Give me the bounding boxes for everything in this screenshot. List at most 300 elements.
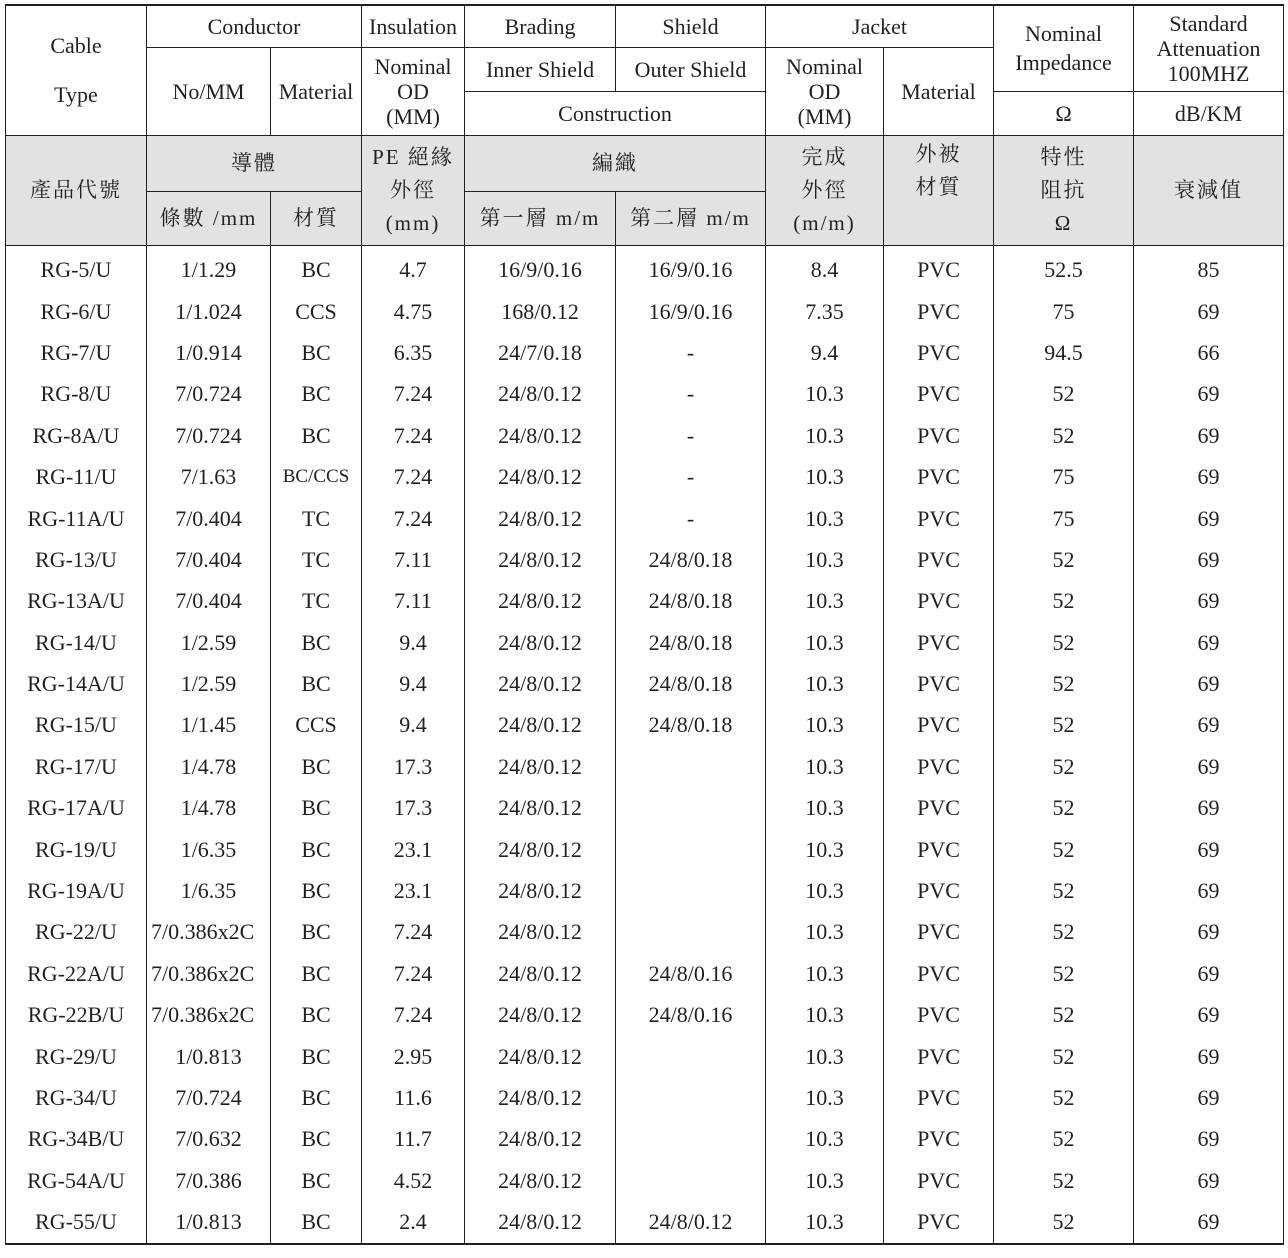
cell-insulation-od: 11.7	[362, 1119, 465, 1160]
cell-insulation-od: 9.4	[362, 705, 465, 746]
header-nominal-imp-label: Nominal	[1025, 21, 1103, 47]
cell-cable-type: RG-13/U	[6, 539, 147, 580]
cell-cable-type: RG-19/U	[6, 829, 147, 870]
cell-inner-shield: 24/8/0.12	[465, 1036, 616, 1077]
cell-insulation-od: 4.7	[362, 245, 465, 291]
header-zh-layer1: 第一層 m/m	[465, 191, 616, 245]
table-row	[6, 1077, 1284, 1118]
cell-conductor-material: BC	[271, 1036, 362, 1077]
header-zh-imp-label: 阻抗	[1040, 177, 1087, 202]
header-jacket-material: Material	[884, 47, 994, 135]
table-row	[6, 374, 1284, 415]
cell-outer-shield: 24/8/0.18	[616, 581, 766, 622]
cell-outer-shield: -	[616, 415, 766, 456]
cell-jacket-od: 10.3	[766, 705, 884, 746]
table-row	[6, 622, 1284, 663]
cell-conductor-material: BC	[271, 1119, 362, 1160]
cell-outer-shield	[616, 1119, 766, 1160]
cell-conductor-material: BC	[271, 870, 362, 911]
header-zh-jacket-label: 外被	[915, 141, 962, 166]
cell-impedance: 52	[994, 415, 1134, 456]
cell-jacket-od: 10.3	[766, 581, 884, 622]
cell-attenuation: 69	[1134, 953, 1284, 994]
cell-attenuation: 69	[1134, 1077, 1284, 1118]
cell-impedance: 75	[994, 291, 1134, 332]
cell-jacket-od: 10.3	[766, 995, 884, 1036]
cell-outer-shield	[616, 1036, 766, 1077]
table-row	[6, 870, 1284, 911]
cell-insulation-od: 7.24	[362, 456, 465, 497]
header-zh-jacket-material-label: 材質	[915, 174, 962, 199]
cell-cable-type: RG-14A/U	[6, 663, 147, 704]
cell-insulation-od: 4.75	[362, 291, 465, 332]
cell-cable-type: RG-34/U	[6, 1077, 147, 1118]
cell-attenuation: 69	[1134, 705, 1284, 746]
cell-jacket-material: PVC	[884, 622, 994, 663]
cell-jacket-material: PVC	[884, 953, 994, 994]
cell-conductor-material: TC	[271, 539, 362, 580]
cell-insulation-od: 7.24	[362, 415, 465, 456]
cell-attenuation: 69	[1134, 622, 1284, 663]
cell-cable-type: RG-11A/U	[6, 498, 147, 539]
cell-no-mm: 1/0.813	[147, 1036, 271, 1077]
cell-inner-shield: 16/9/0.16	[465, 245, 616, 291]
cell-jacket-od: 10.3	[766, 1036, 884, 1077]
cell-no-mm: 7/0.724	[147, 415, 271, 456]
cell-conductor-material: BC	[271, 663, 362, 704]
cell-cable-type: RG-34B/U	[6, 1119, 147, 1160]
cell-impedance: 52	[994, 912, 1134, 953]
cell-impedance: 94.5	[994, 332, 1134, 373]
header-conductor-material: Material	[271, 47, 362, 135]
cell-inner-shield: 24/8/0.12	[465, 374, 616, 415]
cell-no-mm: 1/1.024	[147, 291, 271, 332]
table-row	[6, 746, 1284, 787]
cell-no-mm: 1/2.59	[147, 622, 271, 663]
cell-outer-shield: 24/8/0.16	[616, 995, 766, 1036]
cell-jacket-od: 10.3	[766, 788, 884, 829]
cell-conductor-material: BC	[271, 245, 362, 291]
cell-inner-shield: 24/8/0.12	[465, 995, 616, 1036]
cell-jacket-material: PVC	[884, 581, 994, 622]
cell-insulation-od: 7.24	[362, 953, 465, 994]
cell-inner-shield: 24/7/0.18	[465, 332, 616, 373]
table-row	[6, 663, 1284, 704]
cell-jacket-material: PVC	[884, 456, 994, 497]
cell-inner-shield: 24/8/0.12	[465, 829, 616, 870]
cell-outer-shield: -	[616, 332, 766, 373]
cell-insulation-od: 7.11	[362, 581, 465, 622]
cell-insulation-od: 9.4	[362, 663, 465, 704]
cell-jacket-material: PVC	[884, 829, 994, 870]
table-row	[6, 581, 1284, 622]
cell-outer-shield: 24/8/0.18	[616, 663, 766, 704]
cell-cable-type: RG-7/U	[6, 332, 147, 373]
header-db-km-unit: dB/KM	[1134, 91, 1284, 135]
cell-conductor-material: BC	[271, 622, 362, 663]
cell-impedance: 52	[994, 374, 1134, 415]
cell-no-mm: 7/0.404	[147, 539, 271, 580]
cell-inner-shield: 24/8/0.12	[465, 415, 616, 456]
cell-jacket-od: 10.3	[766, 456, 884, 497]
header-zh-layer2: 第二層 m/m	[616, 191, 766, 245]
cell-impedance: 52	[994, 539, 1134, 580]
cell-attenuation: 69	[1134, 374, 1284, 415]
header-jacket-nominal-od	[766, 47, 884, 135]
header-zh-count-mm: 條數 /mm	[147, 191, 271, 245]
header-jacket-nominal-label: Nominal	[786, 53, 864, 79]
cell-jacket-od: 10.3	[766, 1201, 884, 1243]
cell-no-mm: 7/0.386x2C	[147, 995, 271, 1036]
cell-no-mm: 1/6.35	[147, 829, 271, 870]
header-nominal-impedance	[994, 5, 1134, 91]
cell-impedance: 52	[994, 622, 1134, 663]
cell-inner-shield: 24/8/0.12	[465, 746, 616, 787]
header-zh-mm-label: (mm)	[385, 210, 441, 235]
cell-impedance: 52.5	[994, 245, 1134, 291]
cell-attenuation: 69	[1134, 995, 1284, 1036]
cell-conductor-material: BC	[271, 1201, 362, 1243]
cell-insulation-od: 7.11	[362, 539, 465, 580]
cell-jacket-material: PVC	[884, 291, 994, 332]
header-zh-conductor: 導體	[147, 135, 362, 191]
cell-jacket-material: PVC	[884, 1036, 994, 1077]
cell-impedance: 52	[994, 1201, 1134, 1243]
cell-jacket-material: PVC	[884, 1077, 994, 1118]
cell-jacket-material: PVC	[884, 498, 994, 539]
cell-inner-shield: 24/8/0.12	[465, 1119, 616, 1160]
cell-impedance: 52	[994, 746, 1134, 787]
cell-insulation-od: 7.24	[362, 498, 465, 539]
header-zh-outer-dia-label: 外徑	[390, 177, 437, 202]
cell-insulation-od: 17.3	[362, 788, 465, 829]
table-row	[6, 829, 1284, 870]
cell-outer-shield: 24/8/0.16	[616, 953, 766, 994]
header-od-label: OD	[397, 78, 429, 104]
cell-outer-shield: 24/8/0.18	[616, 705, 766, 746]
cell-no-mm: 7/0.724	[147, 374, 271, 415]
cell-impedance: 52	[994, 870, 1134, 911]
header-standard-attenuation	[1134, 5, 1284, 91]
cell-outer-shield	[616, 1077, 766, 1118]
table-row	[6, 788, 1284, 829]
table-row	[6, 498, 1284, 539]
cell-inner-shield: 24/8/0.12	[465, 622, 616, 663]
cell-attenuation: 85	[1134, 245, 1284, 291]
cell-no-mm: 7/0.404	[147, 498, 271, 539]
header-insulation-nominal-od	[362, 47, 465, 135]
header-zh-attenuation: 衰減值	[1134, 135, 1284, 245]
cell-impedance: 52	[994, 1119, 1134, 1160]
header-brading: Brading	[465, 5, 616, 47]
cell-no-mm: 7/0.386x2C	[147, 953, 271, 994]
cell-inner-shield: 24/8/0.12	[465, 539, 616, 580]
cell-jacket-od: 10.3	[766, 953, 884, 994]
cell-insulation-od: 7.24	[362, 374, 465, 415]
cell-outer-shield	[616, 870, 766, 911]
cell-jacket-material: PVC	[884, 1201, 994, 1243]
cell-outer-shield: -	[616, 456, 766, 497]
cell-jacket-od: 10.3	[766, 663, 884, 704]
header-type-label: Type	[54, 82, 98, 108]
cell-conductor-material: BC	[271, 332, 362, 373]
header-no-mm: No/MM	[147, 47, 271, 135]
cell-jacket-od: 8.4	[766, 245, 884, 291]
header-zh-ohm-label: Ω	[1054, 210, 1073, 235]
cell-jacket-od: 10.3	[766, 622, 884, 663]
cell-cable-type: RG-22B/U	[6, 995, 147, 1036]
header-zh-jacket-material	[884, 135, 994, 245]
cell-jacket-material: PVC	[884, 788, 994, 829]
cell-jacket-od: 10.3	[766, 374, 884, 415]
cell-insulation-od: 2.4	[362, 1201, 465, 1243]
cell-attenuation: 66	[1134, 332, 1284, 373]
cell-conductor-material: BC	[271, 995, 362, 1036]
cell-conductor-material: BC	[271, 829, 362, 870]
cell-jacket-material: PVC	[884, 663, 994, 704]
cell-attenuation: 69	[1134, 912, 1284, 953]
header-nominal-label: Nominal	[374, 53, 452, 79]
cell-jacket-material: PVC	[884, 332, 994, 373]
header-zh-finished-label: 完成	[801, 144, 848, 169]
cell-conductor-material: CCS	[271, 291, 362, 332]
table-row	[6, 1160, 1284, 1201]
cell-attenuation: 69	[1134, 498, 1284, 539]
cell-insulation-od: 7.24	[362, 912, 465, 953]
cell-cable-type: RG-54A/U	[6, 1160, 147, 1201]
cell-jacket-od: 10.3	[766, 415, 884, 456]
cell-attenuation: 69	[1134, 1201, 1284, 1243]
cell-conductor-material: BC	[271, 912, 362, 953]
header-frequency-label: 100MHZ	[1167, 60, 1250, 86]
cell-jacket-material: PVC	[884, 1119, 994, 1160]
cell-conductor-material: BC	[271, 415, 362, 456]
cell-impedance: 52	[994, 995, 1134, 1036]
cell-no-mm: 1/1.45	[147, 705, 271, 746]
cell-impedance: 52	[994, 829, 1134, 870]
cell-insulation-od: 7.24	[362, 995, 465, 1036]
header-zh-finished-mm-label: (m/m)	[793, 210, 856, 235]
cell-jacket-material: PVC	[884, 539, 994, 580]
cell-outer-shield: 24/8/0.18	[616, 539, 766, 580]
table-row	[6, 995, 1284, 1036]
cell-inner-shield: 24/8/0.12	[465, 705, 616, 746]
cell-impedance: 52	[994, 1160, 1134, 1201]
cell-cable-type: RG-15/U	[6, 705, 147, 746]
cell-outer-shield	[616, 829, 766, 870]
cell-impedance: 52	[994, 1077, 1134, 1118]
header-insulation: Insulation	[362, 5, 465, 47]
cell-no-mm: 1/2.59	[147, 663, 271, 704]
cell-outer-shield	[616, 912, 766, 953]
cell-conductor-material: BC	[271, 746, 362, 787]
header-zh-pe-insulation	[362, 135, 465, 245]
table-row	[6, 953, 1284, 994]
cell-conductor-material: TC	[271, 498, 362, 539]
cell-no-mm: 1/1.29	[147, 245, 271, 291]
cell-attenuation: 69	[1134, 1160, 1284, 1201]
cell-attenuation: 69	[1134, 1036, 1284, 1077]
cell-conductor-material: BC	[271, 788, 362, 829]
table-row	[6, 291, 1284, 332]
header-standard-label: Standard	[1169, 10, 1248, 36]
cell-jacket-od: 7.35	[766, 291, 884, 332]
table-row	[6, 415, 1284, 456]
cell-cable-type: RG-22A/U	[6, 953, 147, 994]
header-zh-pe-label: PE 絕緣	[372, 144, 454, 169]
cell-cable-type: RG-55/U	[6, 1201, 147, 1243]
cell-jacket-od: 10.3	[766, 498, 884, 539]
cell-inner-shield: 24/8/0.12	[465, 912, 616, 953]
cell-conductor-material: BC	[271, 953, 362, 994]
cell-jacket-od: 9.4	[766, 332, 884, 373]
cell-no-mm: 1/6.35	[147, 870, 271, 911]
header-zh-finished-od	[766, 135, 884, 245]
table-row	[6, 332, 1284, 373]
cell-inner-shield: 24/8/0.12	[465, 581, 616, 622]
cell-outer-shield: 16/9/0.16	[616, 245, 766, 291]
cell-insulation-od: 4.52	[362, 1160, 465, 1201]
cell-inner-shield: 24/8/0.12	[465, 456, 616, 497]
cell-impedance: 52	[994, 581, 1134, 622]
cell-jacket-od: 10.3	[766, 746, 884, 787]
cell-insulation-od: 2.95	[362, 1036, 465, 1077]
cell-impedance: 52	[994, 953, 1134, 994]
header-shield: Shield	[616, 5, 766, 47]
header-zh-impedance	[994, 135, 1134, 245]
cell-outer-shield: -	[616, 374, 766, 415]
cell-outer-shield: 24/8/0.12	[616, 1201, 766, 1243]
cell-attenuation: 69	[1134, 415, 1284, 456]
cell-impedance: 75	[994, 498, 1134, 539]
header-cable-type	[6, 5, 147, 135]
header-conductor: Conductor	[147, 5, 362, 47]
cell-jacket-od: 10.3	[766, 539, 884, 580]
cell-insulation-od: 23.1	[362, 870, 465, 911]
cell-jacket-material: PVC	[884, 415, 994, 456]
cell-insulation-od: 17.3	[362, 746, 465, 787]
cell-conductor-material: TC	[271, 581, 362, 622]
cell-outer-shield: 24/8/0.18	[616, 622, 766, 663]
header-cable-label: Cable	[50, 33, 102, 59]
cell-no-mm: 7/0.724	[147, 1077, 271, 1118]
cell-inner-shield: 24/8/0.12	[465, 1160, 616, 1201]
cell-insulation-od: 11.6	[362, 1077, 465, 1118]
header-impedance-label: Impedance	[1015, 50, 1112, 76]
table-body	[6, 245, 1284, 1244]
cell-no-mm: 7/0.632	[147, 1119, 271, 1160]
header-attenuation-label: Attenuation	[1156, 35, 1261, 61]
cell-attenuation: 69	[1134, 291, 1284, 332]
cell-attenuation: 69	[1134, 539, 1284, 580]
table-row	[6, 1036, 1284, 1077]
cell-jacket-material: PVC	[884, 870, 994, 911]
table-row	[6, 1119, 1284, 1160]
cell-outer-shield: -	[616, 498, 766, 539]
cell-conductor-material: BC	[271, 1077, 362, 1118]
cell-jacket-od: 10.3	[766, 1119, 884, 1160]
header-zh-finished-od-label: 外徑	[801, 177, 848, 202]
cell-jacket-material: PVC	[884, 995, 994, 1036]
cell-jacket-od: 10.3	[766, 1077, 884, 1118]
cell-no-mm: 7/0.386x2C	[147, 912, 271, 953]
cell-jacket-material: PVC	[884, 705, 994, 746]
cell-cable-type: RG-14/U	[6, 622, 147, 663]
table-row	[6, 705, 1284, 746]
cell-jacket-material: PVC	[884, 1160, 994, 1201]
cell-attenuation: 69	[1134, 1119, 1284, 1160]
cell-attenuation: 69	[1134, 456, 1284, 497]
cell-insulation-od: 23.1	[362, 829, 465, 870]
cell-no-mm: 1/4.78	[147, 746, 271, 787]
cell-cable-type: RG-13A/U	[6, 581, 147, 622]
cable-spec-table-container	[5, 4, 1284, 1245]
cell-impedance: 52	[994, 663, 1134, 704]
cell-conductor-material: BC	[271, 1160, 362, 1201]
table-header	[6, 5, 1284, 245]
header-zh-conductor-material: 材質	[271, 191, 362, 245]
cell-impedance: 75	[994, 456, 1134, 497]
cell-inner-shield: 24/8/0.12	[465, 953, 616, 994]
cell-attenuation: 69	[1134, 663, 1284, 704]
cell-jacket-material: PVC	[884, 374, 994, 415]
cell-jacket-od: 10.3	[766, 912, 884, 953]
table-row	[6, 456, 1284, 497]
cell-inner-shield: 24/8/0.12	[465, 1077, 616, 1118]
cell-jacket-od: 10.3	[766, 870, 884, 911]
cell-no-mm: 1/0.914	[147, 332, 271, 373]
cell-cable-type: RG-5/U	[6, 245, 147, 291]
header-mm-label: (MM)	[386, 103, 440, 129]
cell-cable-type: RG-17/U	[6, 746, 147, 787]
cell-impedance: 52	[994, 788, 1134, 829]
cell-no-mm: 7/0.386	[147, 1160, 271, 1201]
header-jacket: Jacket	[766, 5, 994, 47]
cell-attenuation: 69	[1134, 581, 1284, 622]
cable-spec-table	[5, 4, 1284, 1245]
cell-inner-shield: 24/8/0.12	[465, 663, 616, 704]
cell-inner-shield: 168/0.12	[465, 291, 616, 332]
cell-cable-type: RG-8A/U	[6, 415, 147, 456]
cell-inner-shield: 24/8/0.12	[465, 498, 616, 539]
cell-cable-type: RG-8/U	[6, 374, 147, 415]
cell-jacket-od: 10.3	[766, 829, 884, 870]
cell-jacket-material: PVC	[884, 746, 994, 787]
table-row	[6, 539, 1284, 580]
cell-cable-type: RG-11/U	[6, 456, 147, 497]
table-row	[6, 1201, 1284, 1243]
cell-inner-shield: 24/8/0.12	[465, 870, 616, 911]
header-zh-product-code: 產品代號	[6, 135, 147, 245]
header-outer-shield: Outer Shield	[616, 47, 766, 91]
cell-attenuation: 69	[1134, 870, 1284, 911]
table-row	[6, 912, 1284, 953]
table-row	[6, 245, 1284, 291]
header-jacket-mm-label: (MM)	[797, 103, 852, 129]
cell-impedance: 52	[994, 1036, 1134, 1077]
cell-impedance: 52	[994, 705, 1134, 746]
cell-inner-shield: 24/8/0.12	[465, 1201, 616, 1243]
cell-insulation-od: 9.4	[362, 622, 465, 663]
cell-cable-type: RG-22/U	[6, 912, 147, 953]
cell-jacket-od: 10.3	[766, 1160, 884, 1201]
cell-conductor-material: BC/CCS	[271, 456, 362, 497]
cell-no-mm: 1/0.813	[147, 1201, 271, 1243]
cell-conductor-material: BC	[271, 374, 362, 415]
cell-attenuation: 69	[1134, 746, 1284, 787]
cell-outer-shield	[616, 1160, 766, 1201]
cell-cable-type: RG-29/U	[6, 1036, 147, 1077]
